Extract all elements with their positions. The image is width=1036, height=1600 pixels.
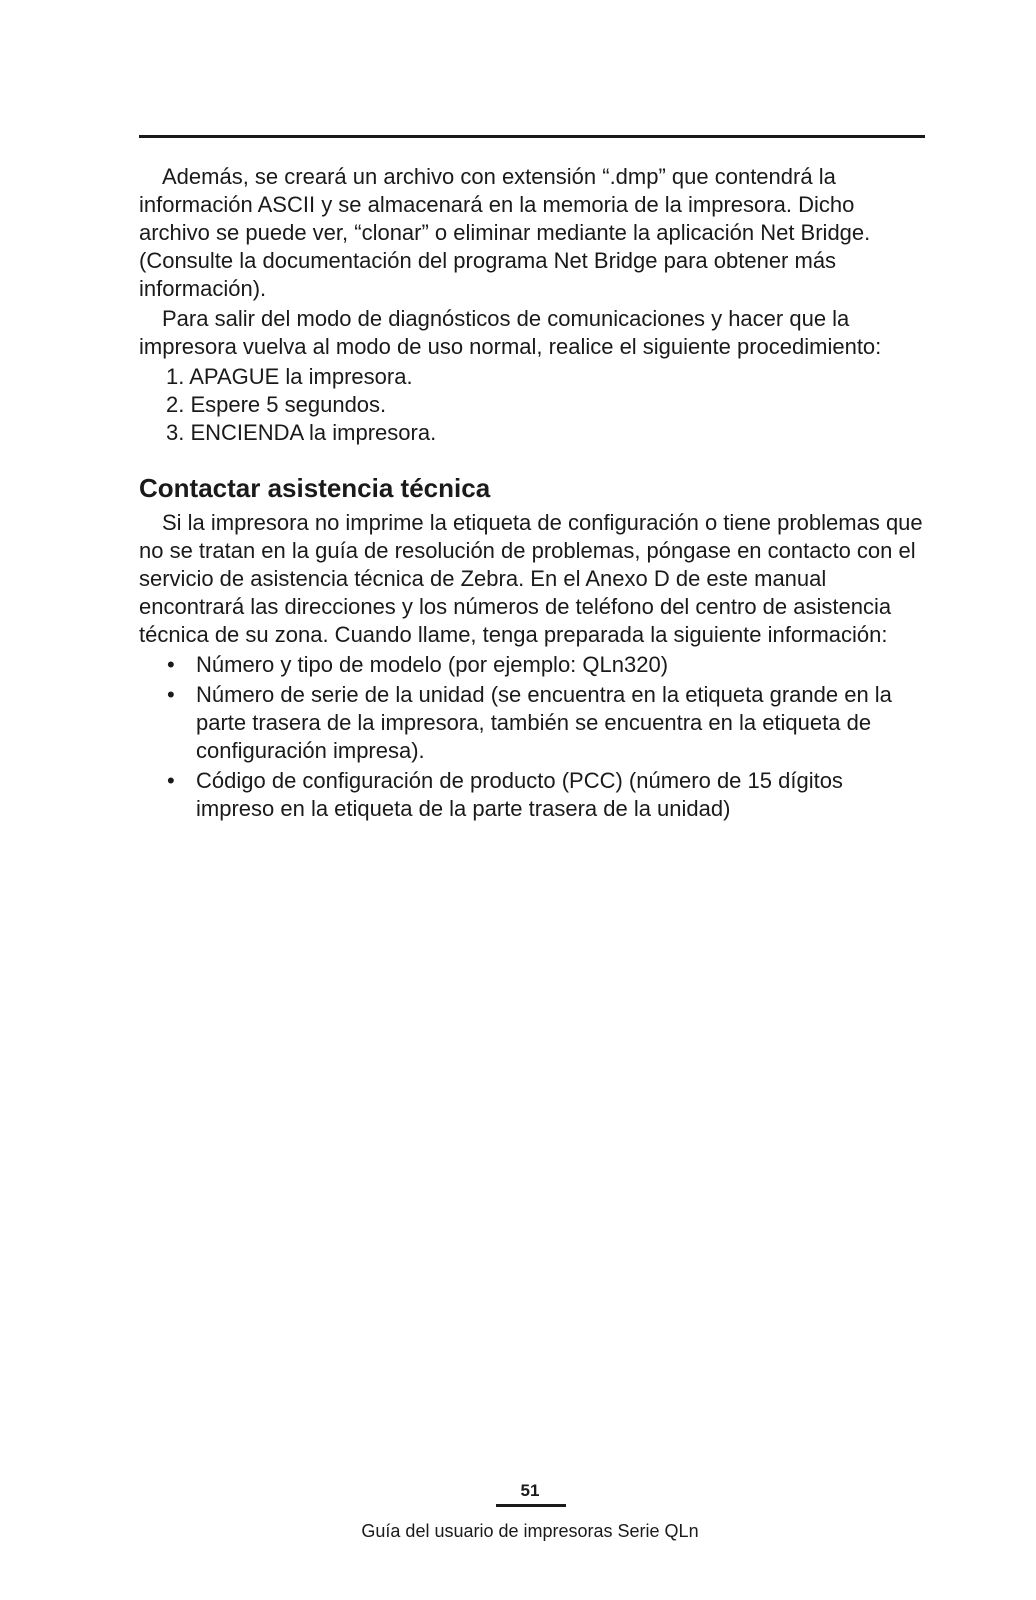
bullet-icon: • <box>167 682 175 707</box>
section-heading: Contactar asistencia técnica <box>139 473 491 503</box>
step-item: 2. Espere 5 segundos. <box>166 392 387 417</box>
step-item: 3. ENCIENDA la impresora. <box>166 420 437 445</box>
header-rule <box>139 135 925 138</box>
paragraph-dmp-file: Además, se creará un archivo con extensión “.dmp” que contendrá la información ASCII y se almacenará en la memoria de la impresora. Dicho archivo se puede ver, “clonar” o eliminar mediante la aplicación Net Bridge. (Consulte la documentación del programa Net Bridge para obtener más información). <box>139 164 871 301</box>
page-footer <box>0 1480 1036 1542</box>
procedure-steps <box>139 363 925 447</box>
bullet-text: Número de serie de la unidad (se encuentra en la etiqueta grande en la parte trasera de la impresora, también se encuentra en la etiqueta de configuración impresa). <box>196 682 892 763</box>
bullet-item <box>139 681 925 765</box>
bullet-icon: • <box>167 768 175 793</box>
footer-document-title: Guía del usuario de impresoras Serie QLn <box>361 1521 699 1541</box>
bullet-item <box>139 651 925 679</box>
step-item: 1. APAGUE la impresora. <box>166 364 413 389</box>
bullet-text: Número y tipo de modelo (por ejemplo: QLn320) <box>196 652 669 677</box>
paragraph-support-intro: Si la impresora no imprime la etiqueta de configuración o tiene problemas que no se tratan en la guía de resolución de problemas, póngase en contacto con el servicio de asistencia técnica de Zebra. En el Anexo D de este manual encontrará las direcciones y los números de teléfono del centro de asistencia técnica de su zona. Cuando llame, tenga preparada la siguiente información: <box>139 510 923 647</box>
bullet-icon: • <box>167 652 175 677</box>
info-bullet-list <box>139 651 925 823</box>
page-number: 51 <box>520 1481 540 1500</box>
page-number-rule <box>496 1504 566 1507</box>
paragraph-exit-diagnostics: Para salir del modo de diagnósticos de comunicaciones y hacer que la impresora vuelva al modo de uso normal, realice el siguiente procedimiento: <box>139 306 882 359</box>
bullet-text: Código de configuración de producto (PCC) (número de 15 dígitos impreso en la etiqueta de la parte trasera de la unidad) <box>196 768 843 821</box>
page-content <box>139 163 925 825</box>
bullet-item <box>139 767 925 823</box>
